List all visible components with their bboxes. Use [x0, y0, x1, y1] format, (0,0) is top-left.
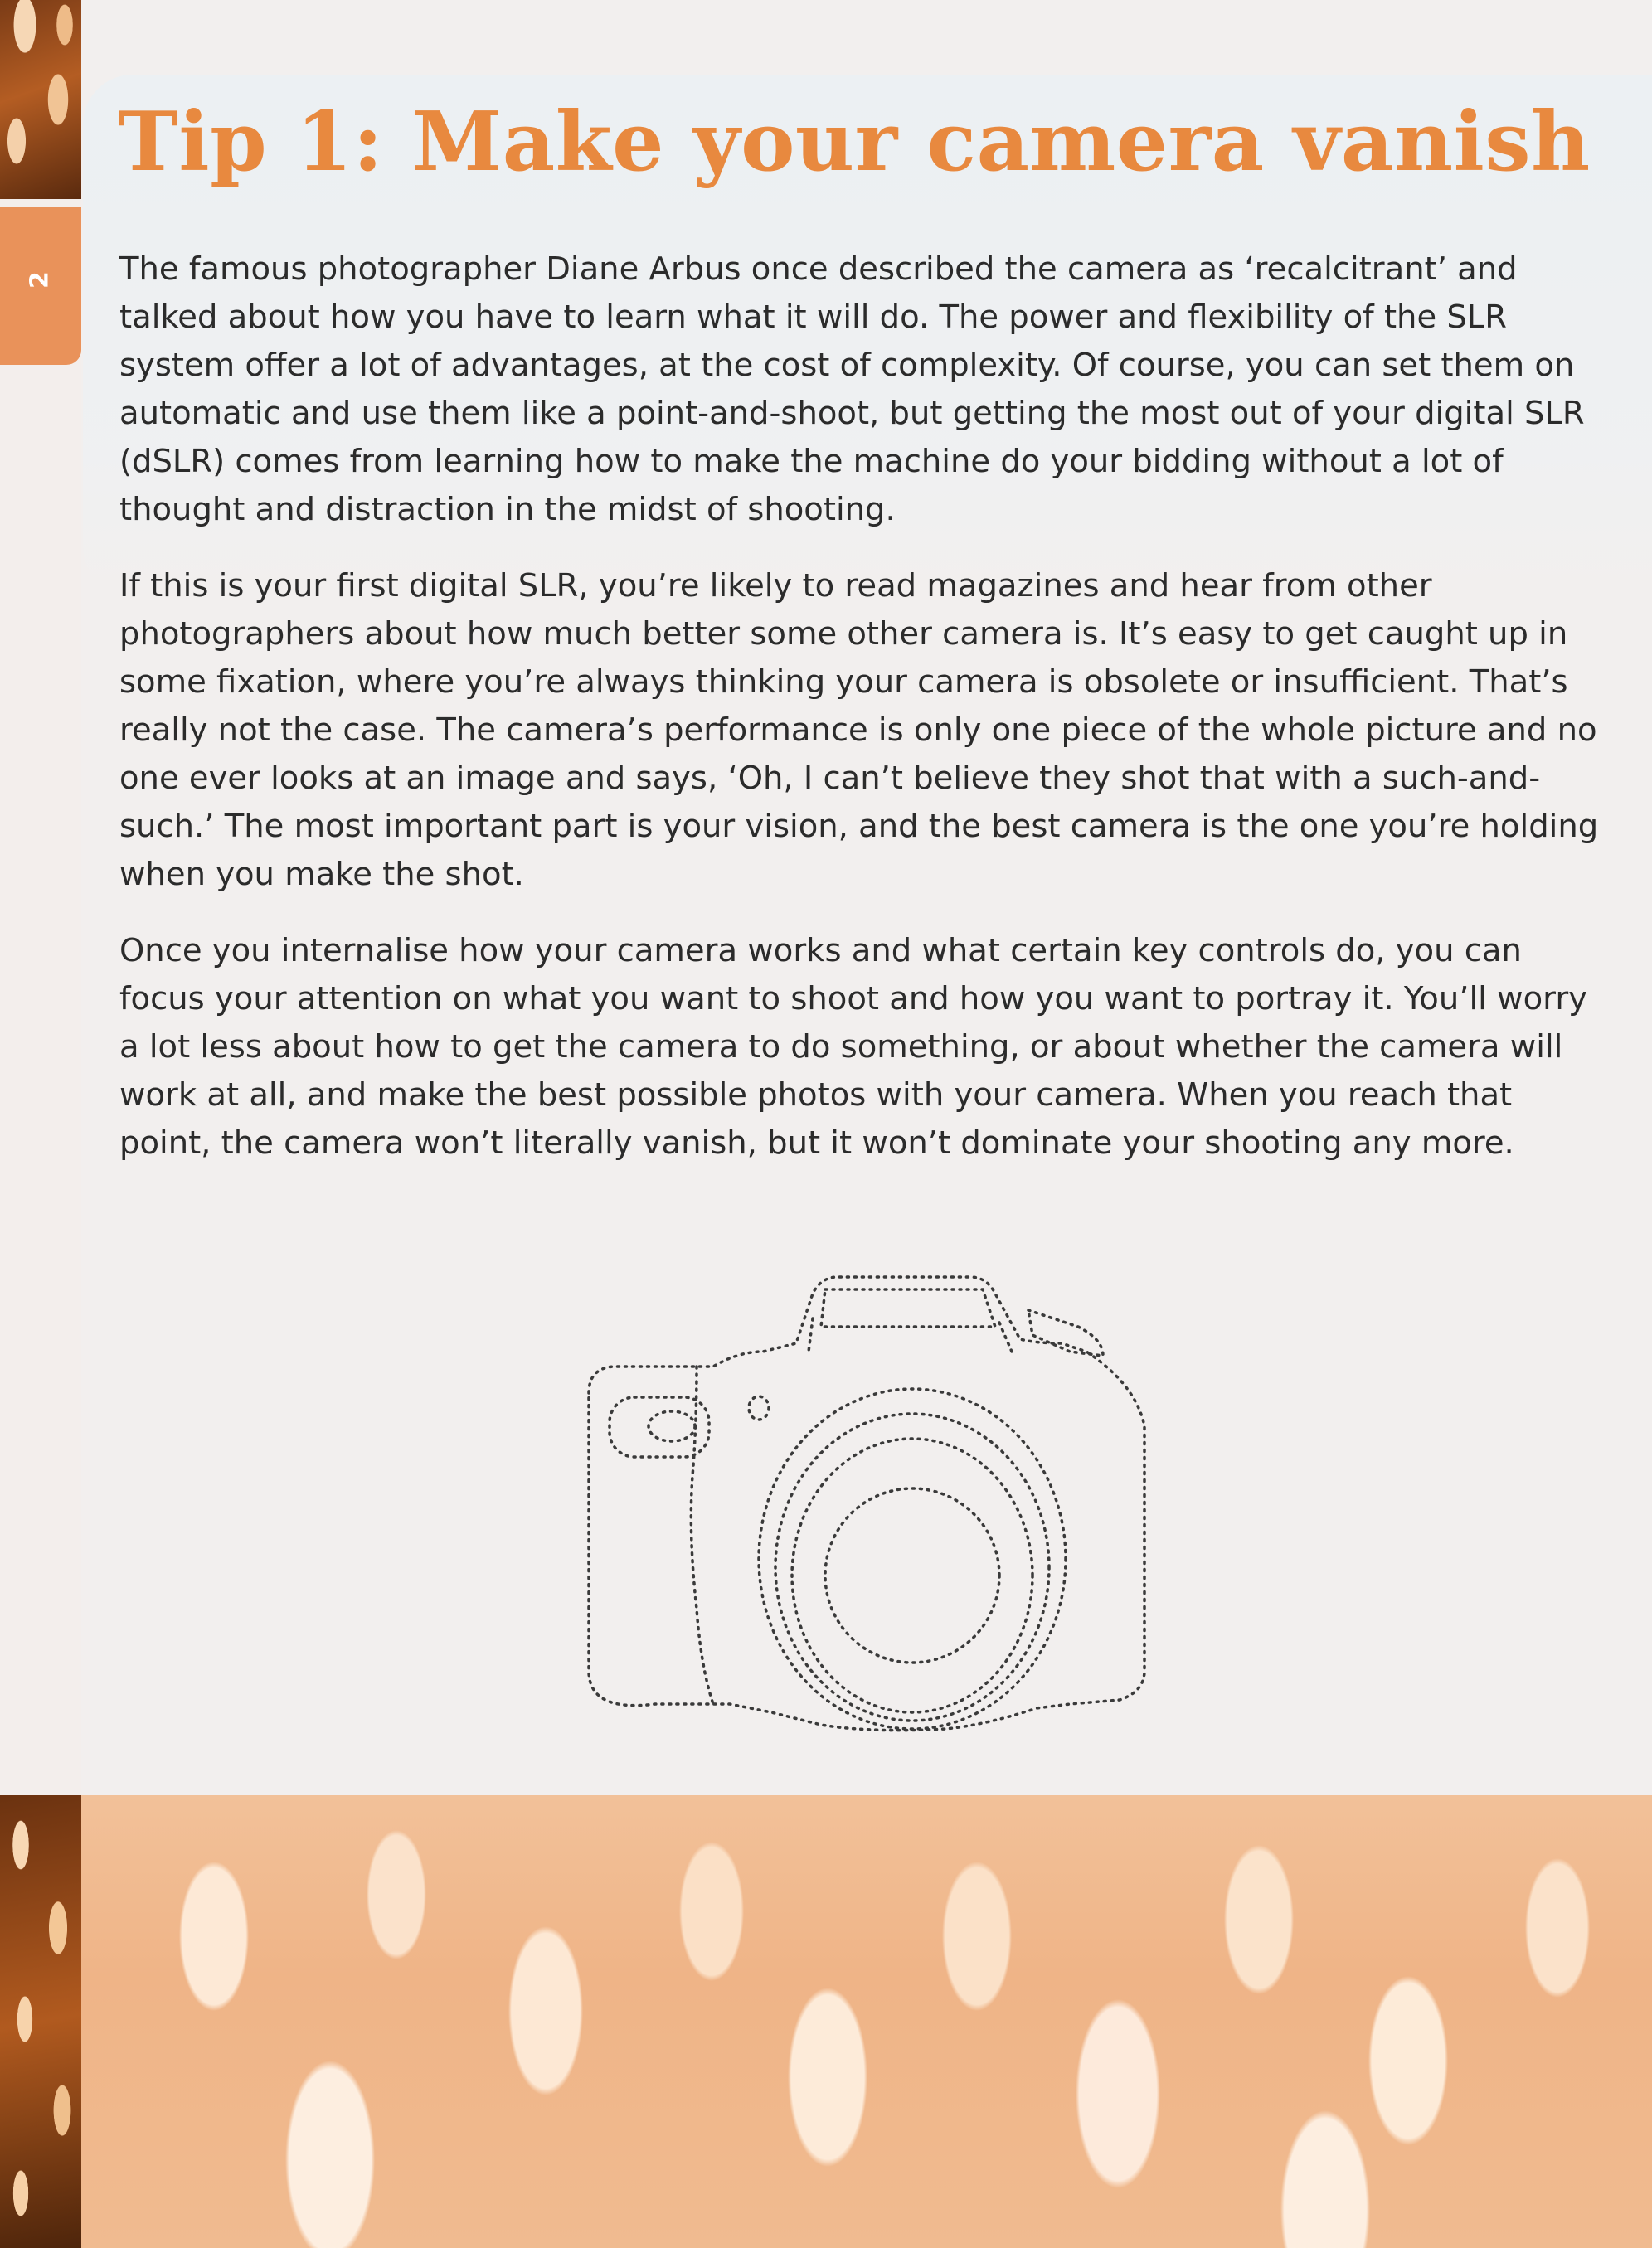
- page-number: 2: [25, 271, 55, 289]
- page-title: Tip 1: Make your camera vanish: [118, 95, 1591, 190]
- edge-photo-bottom: [0, 1795, 81, 2248]
- body-paragraph-2: If this is your first digital SLR, you’re likely to read magazines and hear from other photographers about how much better some other camera is. It’s easy to get caught up in some fixation, where you’re always thinking your camera is obsolete or insufficient. That’s really not the case. The camera’s performance is only one piece of the whole picture and no one ever looks at an image and says, ‘Oh, I can’t believe they shot that with a such-and-such.’ The most important part is your vision, and the best camera is the one you’re holding when you make the shot.: [119, 567, 1599, 893]
- dslr-camera-outline-icon: [572, 1260, 1169, 1758]
- decorative-photo-band: [81, 1795, 1652, 2248]
- edge-photo-top: [0, 0, 81, 199]
- body-paragraph-1: The famous photographer Diane Arbus once described the camera as ‘recalcitrant’ and talked about how you have to learn what it will do. The power and flexibility of the SLR system offer a lot of advantages, at the cost of complexity. Of course, you can set them on automatic and use them like a point-and-shoot, but getting the most out of your digital SLR (dSLR) comes from learning how to make the machine do your bidding without a lot of thought and distraction in the midst of shooting.: [119, 250, 1585, 528]
- body-paragraph-3: Once you internalise how your camera works and what certain key controls do, you can focus your attention on what you want to shoot and how you want to portray it. You’ll worry a lot less about how to get the camera to do something, or about whether the camera will work at all, and make the best possible photos with your camera. When you reach that point, the camera won’t literally vanish, but it won’t dominate your shooting any more.: [119, 932, 1587, 1162]
